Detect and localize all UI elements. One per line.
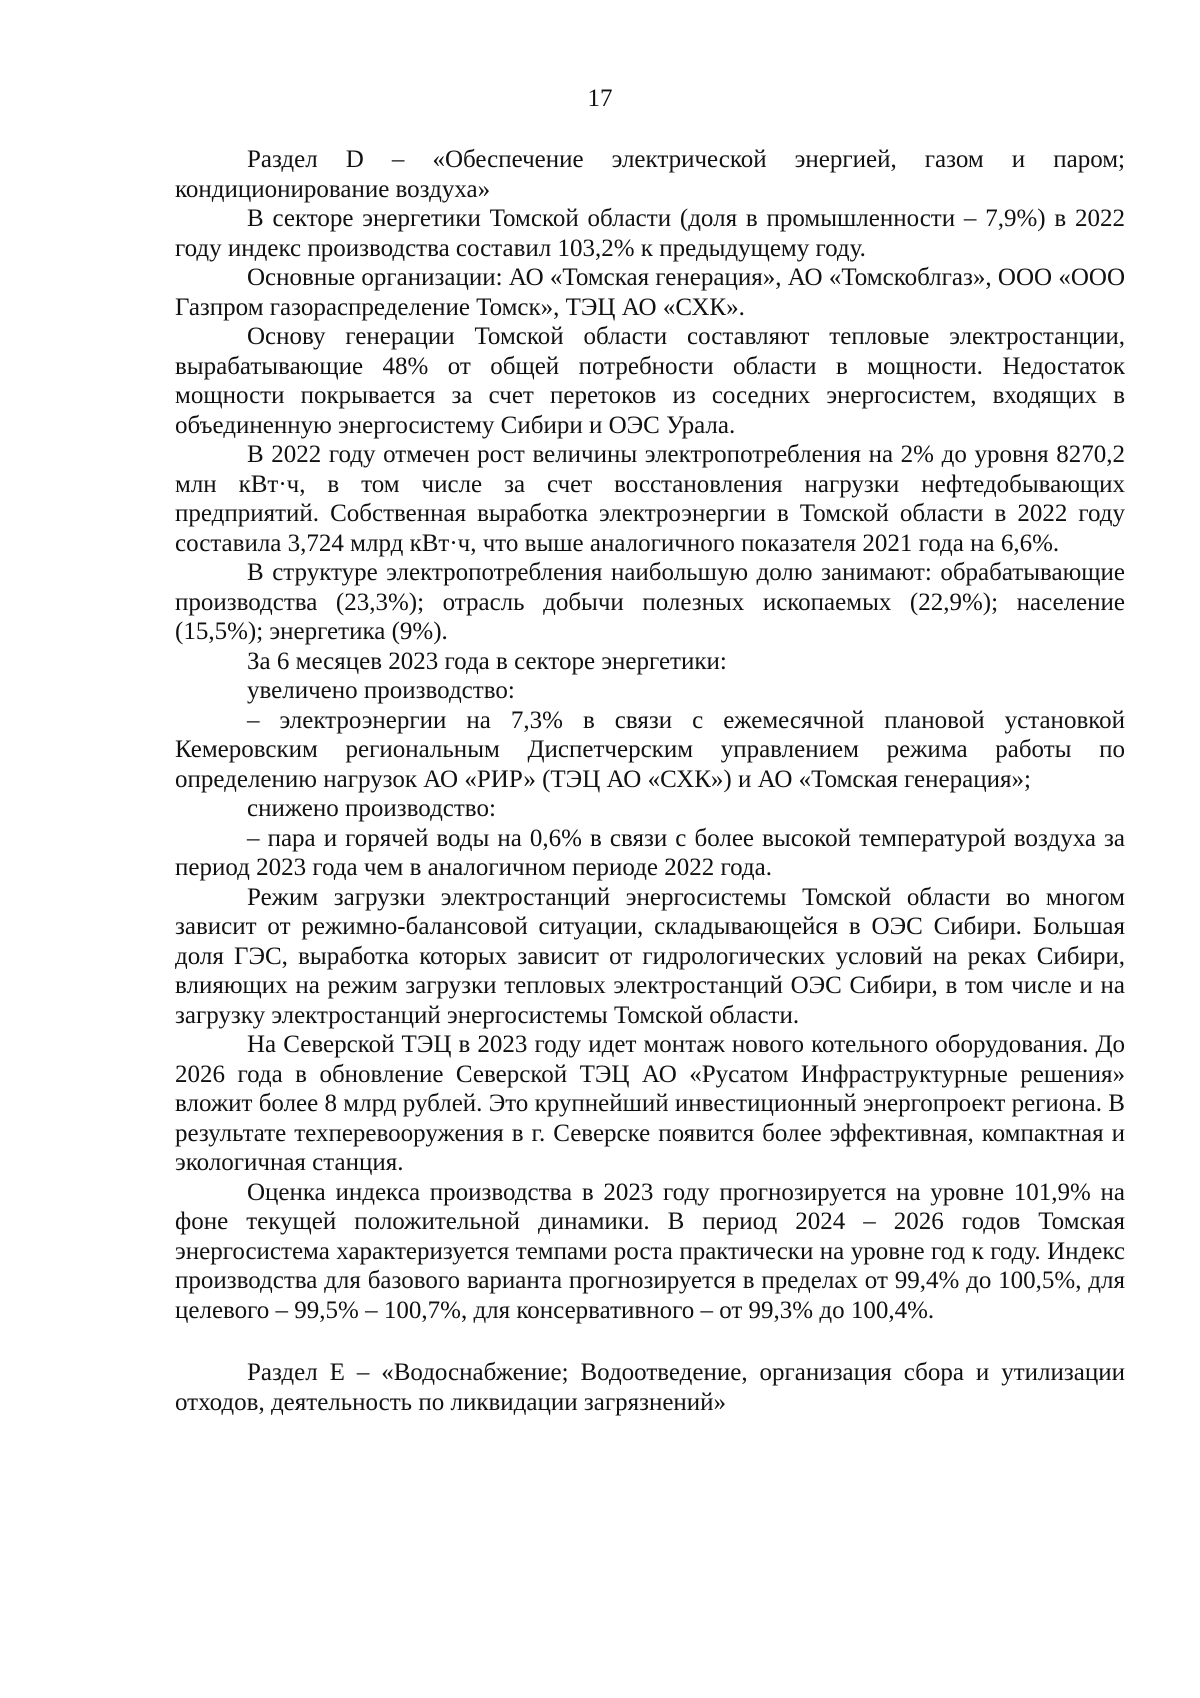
list-item-electricity: – электроэнергии на 7,3% в связи с ежемесячной плановой установкой Кемеровским региональным Диспетчерским управлением режима работы по определению нагрузок АО «РИР» (ТЭЦ АО «СХК») и АО «Томская генерация»;: [175, 706, 1125, 793]
section-e-heading: Раздел E – «Водоснабжение; Водоотведение, организация сбора и утилизации отходов, деятельность по ликвидации загрязнений»: [175, 1359, 1125, 1416]
page-number: 17: [587, 85, 613, 112]
paragraph-decreased-production: снижено производство:: [247, 795, 496, 822]
section-d-heading: Раздел D – «Обеспечение электрической энергией, газом и паром; кондиционирование воздуха»: [175, 146, 1125, 203]
paragraph-main-organizations: Основные организации: АО «Томская генерация», АО «Томскоблгаз», ООО «ООО Газпром газораспределение Томск», ТЭЦ АО «СХК».: [175, 264, 1125, 321]
list-item-steam-hot-water: – пара и горячей воды на 0,6% в связи с более высокой температурой воздуха за период 2023 года чем в аналогичном периоде 2022 года.: [175, 824, 1125, 881]
paragraph-generation-basis: Основу генерации Томской области составляют тепловые электростанции, вырабатывающие 48% от общей потребности области в мощности. Недостаток мощности покрывается за счет перетоков из соседних энергосистем, входящих в объединенную энергосистему Сибири и ОЭС Урала.: [175, 323, 1125, 439]
paragraph-consumption-structure: В структуре электропотребления наибольшую долю занимают: обрабатывающие производства (23,3%); отрасль добычи полезных ископаемых (22,9%); население (15,5%); энергетика (9%).: [175, 559, 1125, 645]
paragraph-production-forecast: Оценка индекса производства в 2023 году прогнозируется на уровне 101,9% на фоне текущей положительной динамики. В период 2024 – 2026 годов Томская энергосистема характеризуется темпами роста практически на уровне год к году. Индекс производства для базового варианта прогнозируется в пределах от 99,4% до 100,5%, для целевого – 99,5% – 100,7%, для консервативного – от 99,3% до 100,4%.: [175, 1178, 1125, 1324]
document-body: [175, 145, 1125, 1417]
paragraph-increased-production: увеличено производство:: [247, 677, 515, 704]
paragraph-seversk-tpp: На Северской ТЭЦ в 2023 году идет монтаж нового котельного оборудования. До 2026 года в обновление Северской ТЭЦ АО «Русатом Инфраструктурные решения» вложит более 8 млрд рублей. Это крупнейший инвестиционный энергопроект региона. В результате техперевооружения в г. Северске появится более эффективная, компактная и экологичная станция.: [175, 1031, 1125, 1176]
paragraph-energy-index: В секторе энергетики Томской области (доля в промышленности – 7,9%) в 2022 году индекс производства составил 103,2% к предыдущему году.: [175, 205, 1125, 262]
paragraph-six-months: За 6 месяцев 2023 года в секторе энергетики:: [247, 647, 727, 675]
paragraph-consumption-growth: В 2022 году отмечен рост величины электропотребления на 2% до уровня 8270,2 млн кВт·ч, в том числе за счет восстановления нагрузки нефтедобывающих предприятий. Собственная выработка электроэнергии в Томской области в 2022 году составила 3,724 млрд кВт·ч, что выше аналогичного показателя 2021 года на 6,6%.: [175, 441, 1125, 557]
paragraph-load-mode: Режим загрузки электростанций энергосистемы Томской области во многом зависит от режимно-балансовой ситуации, складывающейся в ОЭС Сибири. Большая доля ГЭС, выработка которых зависит от гидрологических условий на реках Сибири, влияющих на режим загрузки тепловых электростанций ОЭС Сибири, в том числе и на загрузку электростанций энергосистемы Томской области.: [175, 883, 1125, 1029]
